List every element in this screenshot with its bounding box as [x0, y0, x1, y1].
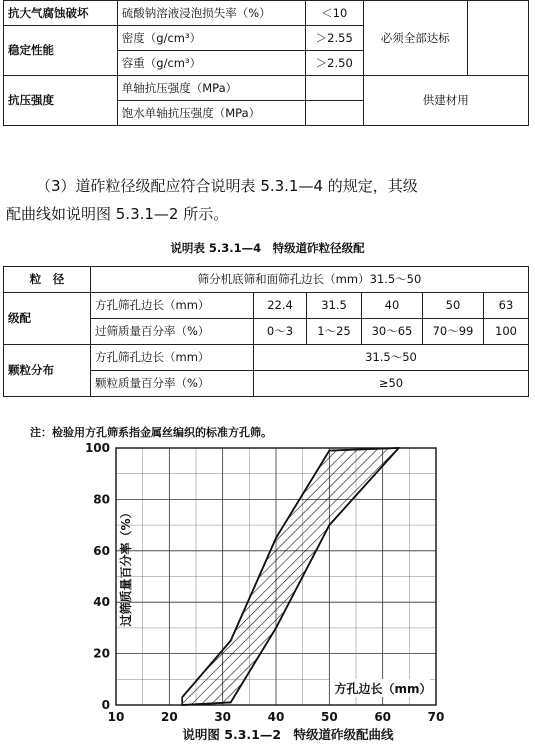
cell: 稳定性能 [4, 26, 118, 76]
cell: 50 [423, 293, 484, 319]
y-tick-label: 40 [93, 595, 110, 610]
cell: 颗粒质量百分率（%） [91, 371, 254, 397]
table-caption: 说明表 5.3.1—4 特级道砟粒径级配 [170, 241, 365, 255]
cell: 1～25 [307, 319, 362, 345]
cell: 方孔筛孔边长（mm） [91, 293, 254, 319]
cell: 0～3 [254, 319, 307, 345]
table-note: 注：检验用方孔筛系指金属丝编织的标准方孔筛。 [30, 426, 272, 439]
cell: 饱水单轴抗压强度（MPa） [117, 101, 305, 126]
cell: 31.5 [307, 293, 362, 319]
cell: 抗大气腐蚀破坏 [4, 1, 118, 26]
cell: 过筛质量百分率（%） [91, 319, 254, 345]
y-tick-label: 80 [93, 492, 110, 507]
cell: 22.4 [254, 293, 307, 319]
cell: 31.5～50 [254, 345, 529, 371]
y-axis-label: 过筛质量百分率（%） [119, 506, 133, 627]
cell: 筛分机底筛和面筛孔边长（mm）31.5～50 [91, 267, 529, 293]
x-tick-label: 30 [214, 710, 232, 724]
x-tick-label: 10 [107, 710, 125, 724]
y-tick-label: 0 [101, 698, 110, 712]
chart-title: 说明图 5.3.1—2 特级道砟级配曲线 [182, 727, 394, 742]
y-tick-label: 60 [93, 543, 110, 558]
x-tick-label: 70 [427, 710, 445, 724]
cell: 单轴抗压强度（MPa） [117, 76, 305, 101]
grading-curve-chart [0, 440, 535, 744]
x-axis-label: 方孔边长（mm） [334, 682, 432, 696]
paragraph-line-1: （3）道砟粒径级配应符合说明表 5.3.1—4 的规定，其级 [36, 177, 418, 195]
y-tick-label: 20 [93, 646, 110, 661]
cell: 粒 径 [4, 267, 91, 293]
cell: ＜10 [305, 1, 363, 26]
cell: 供建材用 [363, 76, 528, 126]
cell: 必须全部达标 [363, 1, 467, 76]
cell: 30～65 [362, 319, 423, 345]
cell: ＞2.50 [305, 51, 363, 76]
grading-table [3, 266, 529, 397]
empty-cell [305, 76, 363, 101]
cell: 容重（g/cm³） [117, 51, 305, 76]
empty-cell [467, 1, 528, 76]
x-tick-label: 20 [160, 710, 178, 724]
x-tick-label: 40 [267, 710, 285, 724]
cell: 硫酸钠溶液浸泡损失率（%） [117, 1, 305, 26]
x-tick-label: 60 [374, 710, 392, 724]
cell: 级配 [4, 293, 91, 345]
cell: 70～99 [423, 319, 484, 345]
empty-cell [305, 101, 363, 126]
cell: 100 [484, 319, 529, 345]
cell: ≥50 [254, 371, 529, 397]
properties-table [3, 0, 529, 126]
cell: 抗压强度 [4, 76, 118, 126]
paragraph-line-2: 配曲线如说明图 5.3.1—2 所示。 [6, 205, 229, 223]
cell: 密度（g/cm³） [117, 26, 305, 51]
y-tick-label: 100 [84, 441, 110, 455]
cell: 40 [362, 293, 423, 319]
cell: 方孔筛孔边长（mm） [91, 345, 254, 371]
cell: 颗粒分布 [4, 345, 91, 397]
x-tick-label: 50 [320, 710, 338, 724]
cell: 63 [484, 293, 529, 319]
cell: ＞2.55 [305, 26, 363, 51]
